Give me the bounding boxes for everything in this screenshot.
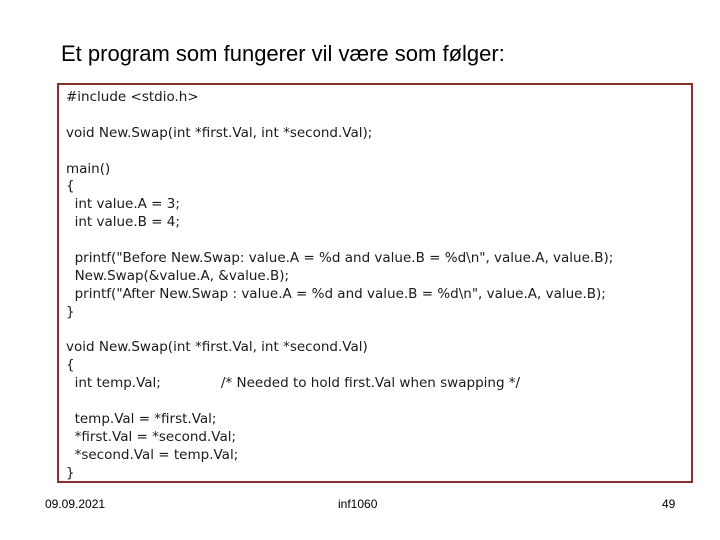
code-line: printf("Before New.Swap: value.A = %d and value.B = %d\n", value.A, value.B); bbox=[66, 250, 614, 267]
code-line: { bbox=[66, 178, 75, 195]
code-line: main() bbox=[66, 160, 111, 177]
code-line: void New.Swap(int *first.Val, int *second.Val); bbox=[66, 124, 373, 141]
footer-date: 09.09.2021 bbox=[45, 497, 106, 511]
code-line: int temp.Val; /* Needed to hold first.Val when swapping */ bbox=[66, 375, 521, 392]
code-listing bbox=[57, 83, 693, 483]
code-line bbox=[66, 393, 613, 411]
code-line: int value.B = 4; bbox=[66, 214, 180, 231]
code-line bbox=[66, 322, 613, 340]
slide-title: Et program som fungerer vil være som følger: bbox=[61, 41, 505, 66]
code-line: *first.Val = *second.Val; bbox=[66, 428, 237, 445]
code-line: temp.Val = *first.Val; bbox=[66, 411, 217, 428]
code-line: #include <stdio.h> bbox=[66, 89, 199, 105]
code-line: void New.Swap(int *first.Val, int *second.Val) bbox=[66, 339, 368, 356]
code-line: printf("After New.Swap : value.A = %d and value.B = %d\n", value.A, value.B); bbox=[66, 285, 606, 302]
code-line bbox=[66, 107, 613, 125]
code-line: *second.Val = temp.Val; bbox=[66, 446, 239, 463]
code-line: } bbox=[66, 303, 75, 320]
footer-course: inf1060 bbox=[338, 497, 378, 511]
code-line bbox=[66, 143, 613, 161]
code-line: New.Swap(&value.A, &value.B); bbox=[66, 267, 290, 284]
page-number: 49 bbox=[662, 497, 676, 511]
code-line: int value.A = 3; bbox=[66, 196, 180, 213]
code-line bbox=[66, 232, 613, 250]
code-line: { bbox=[66, 357, 75, 374]
code-lines bbox=[66, 89, 613, 483]
code-line: } bbox=[66, 464, 75, 481]
